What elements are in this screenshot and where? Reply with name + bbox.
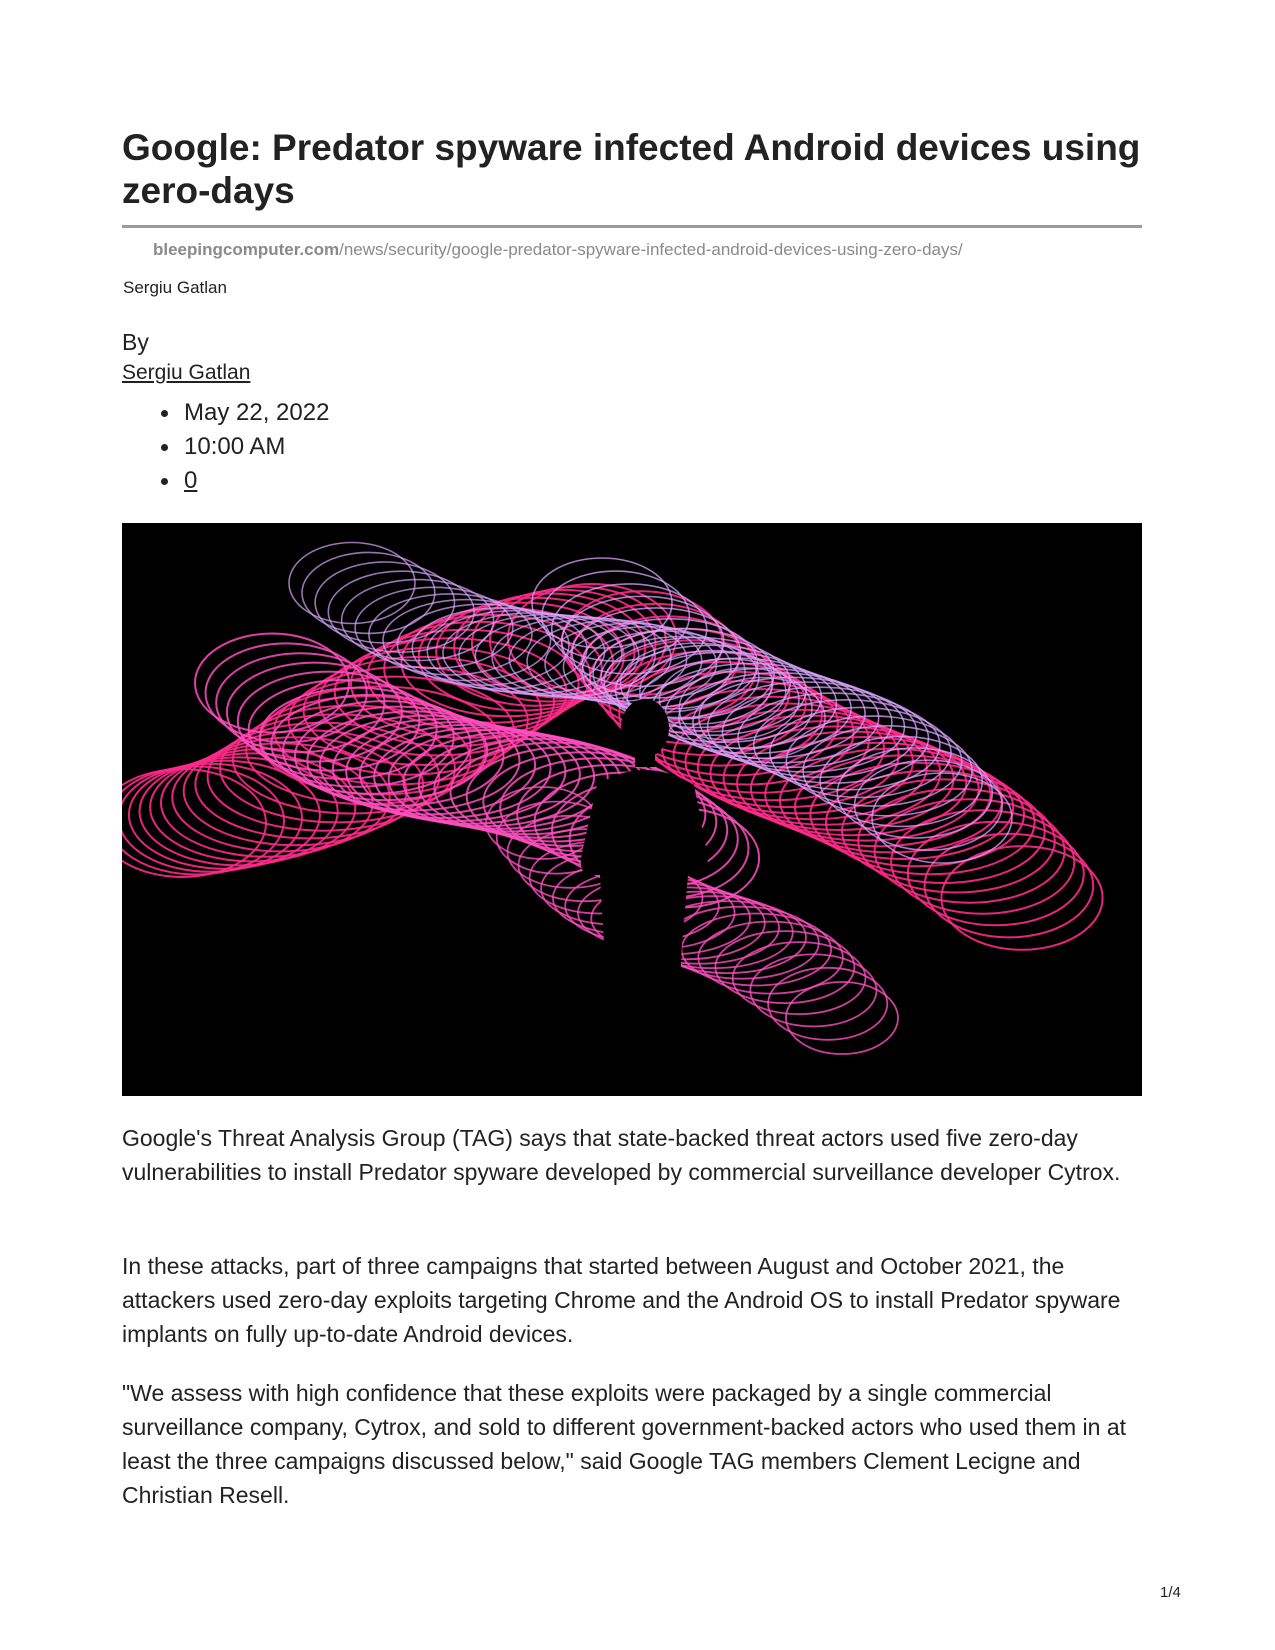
source-path: /news/security/google-predator-spyware-infected-android-devices-using-zero-days/ [339,240,963,259]
article-title: Google: Predator spyware infected Android devices using zero-days [122,127,1141,211]
hero-image [122,523,1142,1096]
comments-count-link[interactable]: 0 [184,467,198,494]
paragraph-3: "We assess with high confidence that these exploits were packaged by a single commercial surveillance company, Cytrox, and sold to different government-backed actors who used them in at least the three campaigns discussed below," said Google TAG members Clement Lecigne and Christian Resell. [122,1380,1127,1508]
bullet-icon [161,478,168,485]
author-caption: Sergiu Gatlan [123,278,227,297]
bullet-icon [161,444,168,451]
paragraph-1: Google's Threat Analysis Group (TAG) says that state-backed threat actors used five zero-day vulnerabilities to install Predator spyware developed by commercial surveillance developer Cytrox. [122,1125,1121,1185]
meta-time [122,430,329,464]
meta-date [122,396,329,430]
meta-date-text: May 22, 2022 [184,399,330,426]
meta-time-text: 10:00 AM [184,433,286,460]
meta-comments [122,464,329,498]
article-meta-list [122,396,329,498]
paragraph-2: In these attacks, part of three campaigns that started between August and October 2021, the attackers used zero-day exploits targeting Chrome and the Android OS to install Predator spyware implants on fully up-to-date Android devices. [122,1253,1121,1347]
bullet-icon [161,410,168,417]
page-number: 1/4 [1160,1584,1181,1601]
light-painting-silhouette-image [122,523,1142,1096]
byline-label: By [122,329,149,355]
author-link[interactable]: Sergiu Gatlan [122,361,251,384]
title-divider [122,225,1142,228]
source-url[interactable] [153,240,963,260]
source-domain: bleepingcomputer.com [153,240,340,259]
